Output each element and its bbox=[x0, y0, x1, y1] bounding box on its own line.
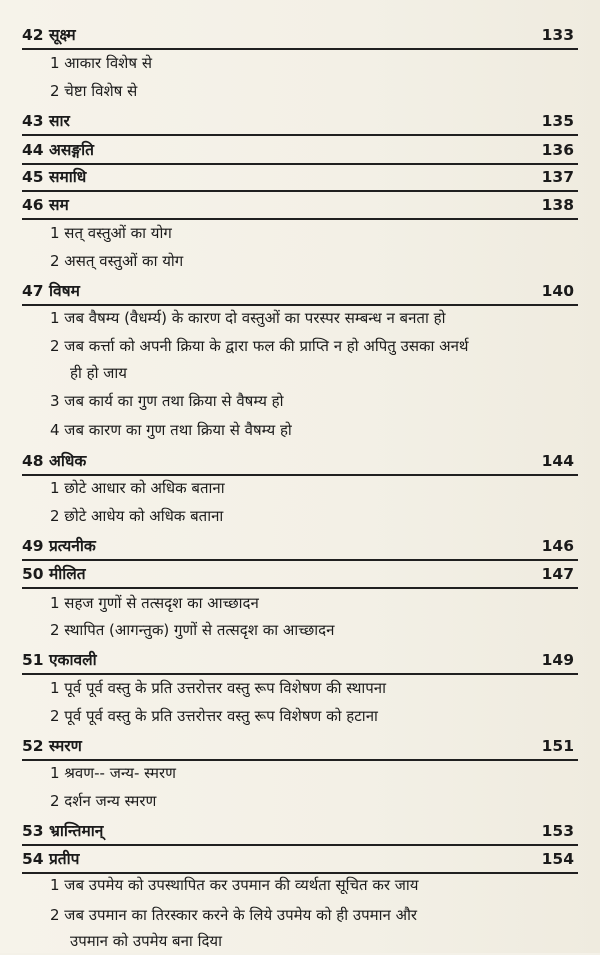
entry-heading bbox=[22, 733, 82, 759]
entry-number: 50 bbox=[22, 565, 44, 583]
page-number: 137 bbox=[541, 168, 574, 186]
page-number: 146 bbox=[541, 537, 574, 555]
entry-number: 42 bbox=[22, 26, 44, 44]
page-number: 151 bbox=[541, 737, 574, 755]
sub-entry: 1 छोटे आधार को अधिक बताना bbox=[50, 479, 225, 497]
sub-entry: 2 पूर्व पूर्व वस्तु के प्रति उत्तरोत्तर वस्तु रूप विशेषण को हटाना bbox=[50, 707, 378, 725]
entry-number: 53 bbox=[22, 822, 44, 840]
entry-number: 44 bbox=[22, 141, 44, 159]
entry-number: 52 bbox=[22, 737, 44, 755]
page-number: 147 bbox=[541, 565, 574, 583]
sub-entry: 4 जब कारण का गुण तथा क्रिया से वैषम्य हो bbox=[50, 421, 292, 439]
sub-entry: 2 छोटे आधेय को अधिक बताना bbox=[50, 507, 224, 525]
heading-underline bbox=[22, 163, 578, 165]
page-number: 140 bbox=[541, 282, 574, 300]
entry-title: एकावली bbox=[48, 651, 97, 669]
heading-underline bbox=[22, 190, 578, 192]
entry-number: 54 bbox=[22, 850, 44, 868]
sub-entry: 1 जब उपमेय को उपस्थापित कर उपमान की व्यर्थता सूचित कर जाय bbox=[50, 876, 419, 894]
sub-entry: 1 पूर्व पूर्व वस्तु के प्रति उत्तरोत्तर वस्तु रूप विशेषण की स्थापना bbox=[50, 679, 387, 697]
page-number: 154 bbox=[541, 850, 574, 868]
heading-underline bbox=[22, 844, 578, 846]
page-number: 153 bbox=[541, 822, 574, 840]
entry-title: भ्रान्तिमान् bbox=[48, 822, 104, 840]
entry-number: 47 bbox=[22, 282, 44, 300]
entry-title: सार bbox=[48, 112, 70, 130]
sub-entry: 2 असत् वस्तुओं का योग bbox=[50, 252, 184, 270]
sub-entry: उपमान को उपमेय बना दिया bbox=[70, 932, 223, 950]
entry-title: प्रतीप bbox=[48, 850, 80, 868]
entry-number: 49 bbox=[22, 537, 44, 555]
heading-underline bbox=[22, 587, 578, 589]
entry-number: 43 bbox=[22, 112, 44, 130]
entry-title: सूक्ष्म bbox=[48, 26, 76, 44]
entry-heading bbox=[22, 818, 103, 844]
entry-number: 51 bbox=[22, 651, 44, 669]
sub-entry: 1 सत् वस्तुओं का योग bbox=[50, 224, 172, 242]
sub-entry: 2 जब कर्त्ता को अपनी क्रिया के द्वारा फल की प्राप्ति न हो अपितु उसका अनर्थ bbox=[50, 337, 469, 355]
sub-entry: 2 स्थापित (आगन्तुक) गुणों से तत्सदृश का आच्छादन bbox=[50, 621, 335, 639]
entry-number: 46 bbox=[22, 196, 44, 214]
heading-underline bbox=[22, 134, 578, 136]
entry-heading bbox=[22, 561, 86, 587]
sub-entry: ही हो जाय bbox=[70, 364, 127, 382]
entry-heading bbox=[22, 22, 76, 48]
entry-heading bbox=[22, 846, 79, 872]
entry-number: 45 bbox=[22, 168, 44, 186]
entry-title: मीलित bbox=[48, 565, 86, 583]
entry-heading bbox=[22, 647, 97, 673]
page-number: 144 bbox=[541, 452, 574, 470]
entry-heading bbox=[22, 108, 70, 134]
sub-entry: 2 चेष्टा विशेष से bbox=[50, 82, 138, 100]
entry-title: समाधि bbox=[48, 168, 87, 186]
entry-title: प्रत्यनीक bbox=[48, 537, 96, 555]
entry-heading bbox=[22, 137, 94, 163]
page-number: 133 bbox=[541, 26, 574, 44]
page-number: 135 bbox=[541, 112, 574, 130]
entry-heading bbox=[22, 278, 80, 304]
sub-entry: 1 आकार विशेष से bbox=[50, 54, 152, 72]
sub-entry: 1 सहज गुणों से तत्सदृश का आच्छादन bbox=[50, 594, 259, 612]
page-number: 136 bbox=[541, 141, 574, 159]
entry-heading bbox=[22, 533, 96, 559]
sub-entry: 1 श्रवण-- जन्य- स्मरण bbox=[50, 764, 176, 782]
page-number: 138 bbox=[541, 196, 574, 214]
entry-heading bbox=[22, 192, 69, 218]
heading-underline bbox=[22, 559, 578, 561]
entry-number: 48 bbox=[22, 452, 44, 470]
sub-entry: 2 जब उपमान का तिरस्कार करने के लिये उपमेय को ही उपमान और bbox=[50, 906, 418, 924]
entry-title: असङ्गति bbox=[48, 141, 94, 159]
sub-entry: 3 जब कार्य का गुण तथा क्रिया से वैषम्य हो bbox=[50, 392, 284, 410]
sub-entry: 2 दर्शन जन्य स्मरण bbox=[50, 792, 157, 810]
entry-title: स्मरण bbox=[48, 737, 82, 755]
page-number: 149 bbox=[541, 651, 574, 669]
entry-title: अधिक bbox=[48, 452, 87, 470]
sub-entry: 1 जब वैषम्य (वैधर्म्य) के कारण दो वस्तुओं का परस्पर सम्बन्ध न बनता हो bbox=[50, 309, 446, 327]
entry-title: सम bbox=[48, 196, 69, 214]
entry-title: विषम bbox=[48, 282, 80, 300]
entry-heading bbox=[22, 448, 86, 474]
entry-heading bbox=[22, 164, 86, 190]
